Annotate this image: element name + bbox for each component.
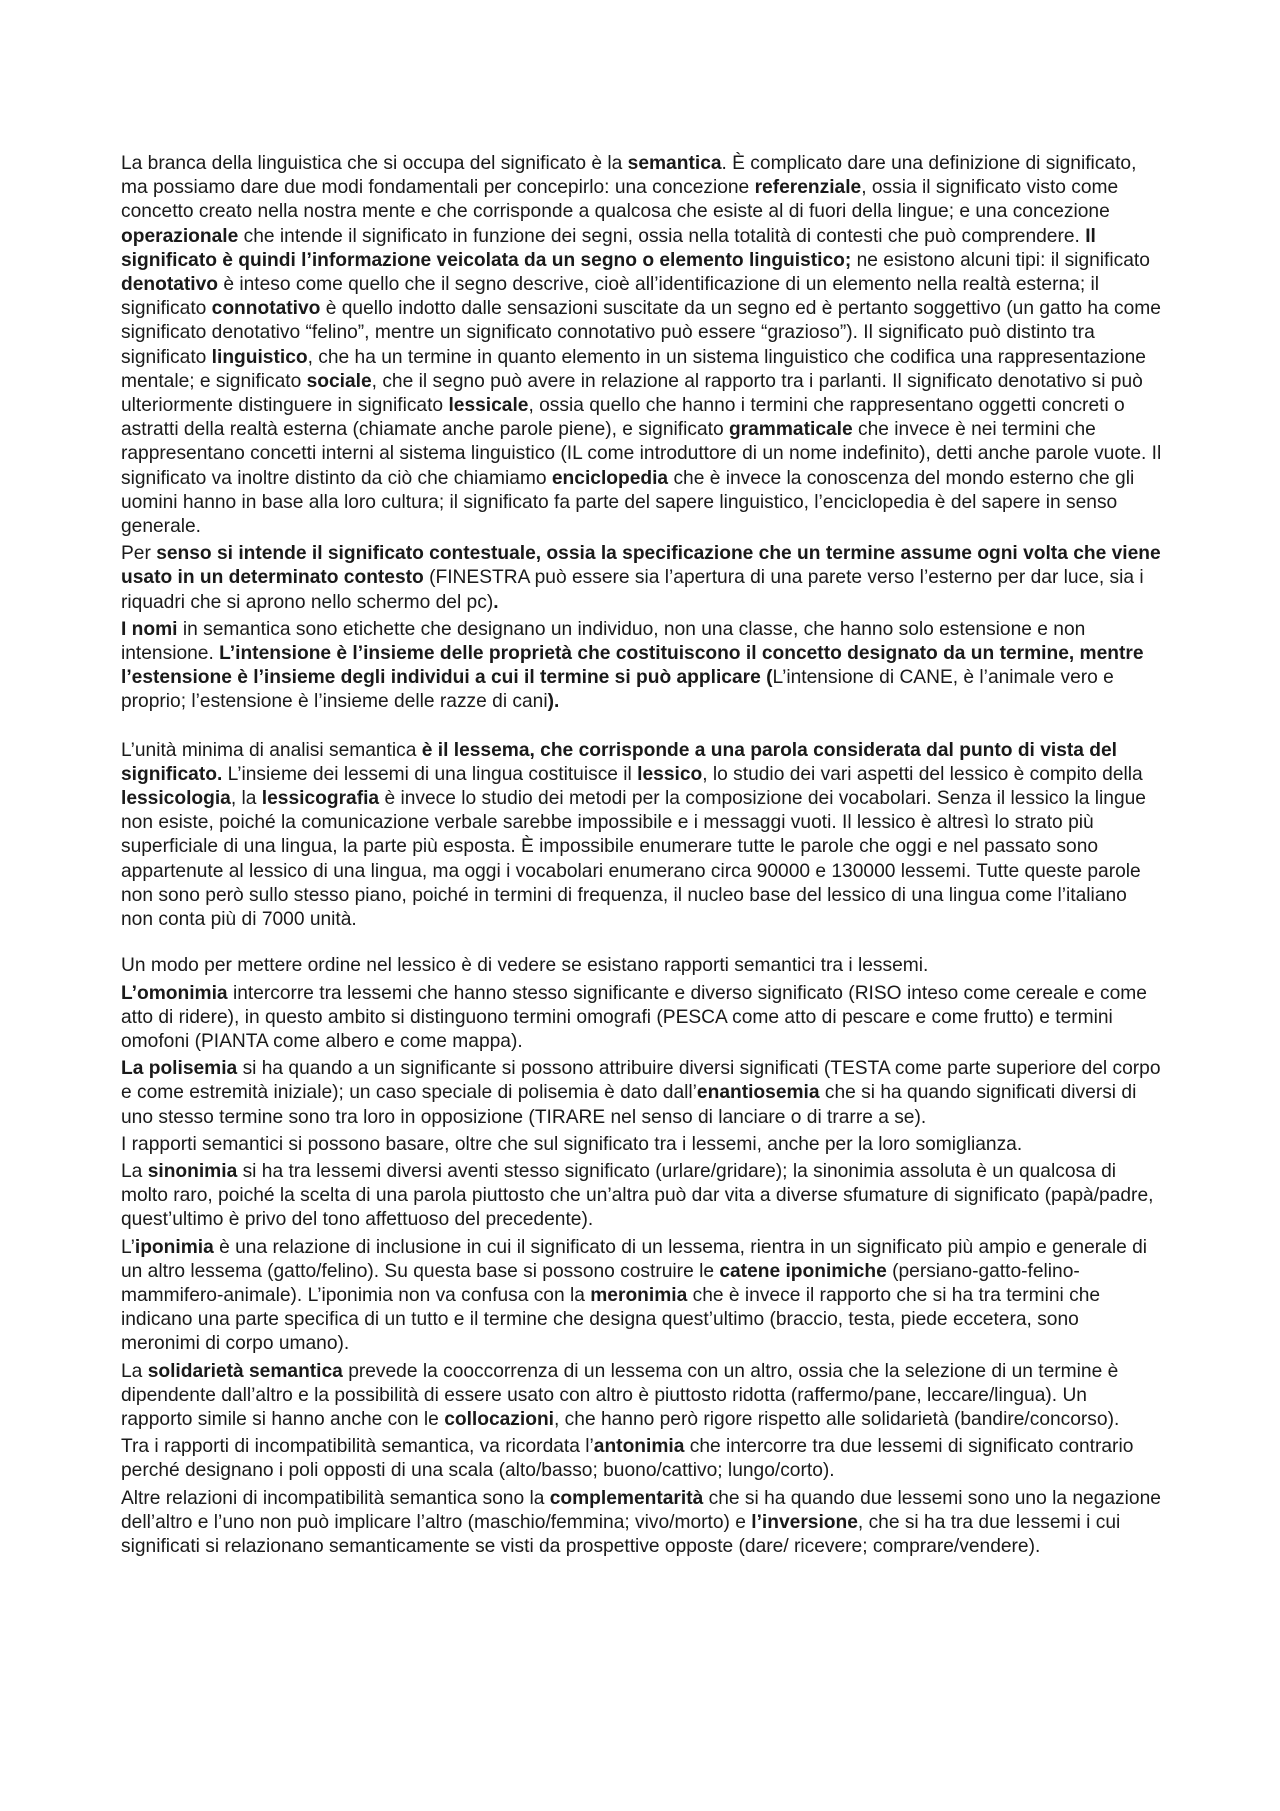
bold-text: lessicologia (121, 788, 231, 810)
bold-text: . (493, 591, 499, 613)
bold-text: meronimia (590, 1284, 688, 1306)
paragraph-omonimia (121, 982, 1163, 1055)
paragraph-sinonimia (121, 1160, 1163, 1233)
paragraph-senso (121, 542, 1163, 615)
text-run: La branca della linguistica che si occupa del significato è la (121, 153, 628, 174)
paragraph-polisemia (121, 1057, 1163, 1130)
text-run: Un modo per mettere ordine nel lessico è di vedere se esistano rapporti semantici tra i lessemi. (121, 955, 929, 977)
bold-text: antonimia (593, 1436, 685, 1458)
bold-text: l’inversione (751, 1511, 858, 1533)
text-run: si ha quando a un significante si possono attribuire diversi significati (TESTA come parte superiore del corpo e come estremità iniziale); un caso speciale di polisemia è dato dall’ (121, 1058, 1161, 1104)
bold-text: lessicografia (261, 788, 380, 810)
bold-text: Il significato è quindi l’informazione veicolata da un segno o elemento linguistico; (121, 225, 1096, 271)
text-run: che intercorre tra due lessemi di significato contrario perché designano i poli opposti di una scala (alto/basso; buono/cattivo; lungo/corto). (121, 1436, 1134, 1482)
text-run: che è invece il rapporto che si ha tra termini che indicano una parte specifica di un tutto e il termine che designa quest’ultimo (braccio, testa, piede eccetera, sono meronimi di corpo umano). (121, 1284, 1101, 1355)
text-run: , che hanno però rigore rispetto alle solidarietà (bandire/concorso). (554, 1408, 1120, 1430)
bold-text: senso si intende il significato contestuale, ossia la specificazione che un termine assume ogni volta che viene usato in un determinato contesto (121, 543, 1161, 589)
bold-text: operazionale (121, 225, 239, 247)
text-run: (FINESTRA può essere sia l’apertura di una parete verso l’esterno per dar luce, sia i riquadri che si aprono nello schermo del pc) (121, 567, 1144, 613)
paragraph-semantica (121, 152, 1163, 539)
text-run: . È complicato dare una definizione di significato, ma possiamo dare due modi fondamentali per concepirlo: una concezione (121, 153, 1137, 199)
paragraph-nomi (121, 618, 1163, 715)
text-run: , ossia il significato visto come concetto creato nella nostra mente e che corrisponde a qualcosa che esiste al di fuori della lingue; e una concezione (121, 177, 1119, 223)
bold-text: lessico (637, 763, 703, 785)
document-page (121, 152, 1163, 1562)
paragraph-complementarita (121, 1487, 1163, 1560)
bold-text: I nomi (121, 618, 178, 640)
bold-text: ). (547, 691, 560, 713)
bold-text: complementarità (549, 1487, 704, 1509)
text-run: che intende il significato in funzione dei segni, ossia nella totalità di contesti che può comprendere. (238, 225, 1086, 247)
paragraph-iponimia (121, 1236, 1163, 1357)
text-run: Per (121, 543, 157, 565)
bold-text: linguistico (211, 346, 308, 368)
bold-text: lessicale (448, 395, 529, 417)
text-run: L’insieme dei lessemi di una lingua costituisce il (222, 763, 638, 785)
text-run: è inteso come quello che il segno descrive, cioè all’identificazione di un elemento nella realtà esterna; il significato (121, 274, 1100, 320)
text-run: si ha tra lessemi diversi aventi stesso significato (urlare/gridare); la sinonimia assoluta è un qualcosa di molto raro, poiché la scelta di una parola piuttosto che un’altra può dar vita a diverse sfumature di significato (papà/padre, quest’ultimo è privo del tono affettuoso del precedente). (121, 1160, 1154, 1231)
text-run: La (121, 1160, 148, 1182)
text-run: , che il segno può avere in relazione al rapporto tra i parlanti. Il significato denotativo si può ulteriormente distinguere in significato (121, 370, 1143, 417)
bold-text: enantiosemia (696, 1082, 820, 1104)
bold-text: semantica (627, 153, 722, 174)
bold-text: collocazioni (444, 1408, 555, 1430)
text-run: che è invece la conoscenza del mondo esterno che gli uomini hanno in base alla loro cultura; il significato fa parte del sapere linguistico, l’enciclopedia è del sapere in senso generale. (121, 467, 1135, 538)
text-run: è una relazione di inclusione in cui il significato di un lessema, rientra in un significato più ampio e generale di un altro lessema (gatto/felino). Su questa base si possono costruire le (121, 1236, 1148, 1282)
bold-text: ( (766, 667, 773, 689)
text-run: ne esistono alcuni tipi: il significato (851, 249, 1150, 271)
bold-text: solidarietà semantica (147, 1360, 343, 1382)
bold-text: L’intensione è l’insieme delle proprietà che costituiscono il concetto designato da un termine, mentre l’estensione è l’insieme degli individui a cui il termine si può applicare (121, 643, 1144, 689)
bold-text: connotativo (211, 298, 321, 320)
paragraph-antonimia (121, 1435, 1163, 1483)
text-run: in semantica sono etichette che designano un individuo, non una classe, che hanno solo estensione e non intensione. (121, 618, 1086, 665)
text-run: che si ha quando significati diversi di uno stesso termine sono tra loro in opposizione (TIRARE nel senso di lanciare o di trarre a se). (121, 1082, 1137, 1128)
text-run: , lo studio dei vari aspetti del lessico è compito della (702, 763, 1143, 785)
text-run: , la (230, 788, 262, 810)
text-run: è quello indotto dalle sensazioni suscitate da un segno ed è pertanto soggettivo (un gatto ha come significato denotativo “felino”, mentre un significato connotativo può essere “grazioso”). Il significato può distinto tra significato (121, 298, 1161, 368)
text-run: L’ (121, 1236, 135, 1258)
paragraph-rapporti-intro (121, 954, 1163, 978)
text-run: prevede la cooccorrenza di un lessema con un altro, ossia che la selezione di un termine è dipendente dall’altro e la possibilità di essere usato con altro è piuttosto ridotta (raffermo/pane, leccare/lingua). Un rapporto simile si hanno anche con le (121, 1360, 1119, 1430)
text-run: La (121, 1360, 148, 1382)
text-run: che invece è nei termini che rappresentano concetti interni al sistema linguistico (IL come introduttore di un nome indefinito), detti anche parole vuote. Il significato va inoltre distinto da ciò che chiamiamo (121, 419, 1162, 489)
bold-text: catene iponimiche (719, 1260, 887, 1282)
text-run: è invece lo studio dei metodi per la composizione dei vocabolari. Senza il lessico la lingue non esiste, poiché la comunicazione verbale sarebbe impossibile e i messaggi vuoti. Il lessico è altresì lo strato più superficiale di una lingua, la parte più esposta. È impossibile enumerare tutte le parole che oggi e nel passato sono appartenute al lessico di una lingua, ma oggi i vocabolari enumerano circa 90000 e 130000 lessemi. Tutte queste parole non sono però sullo stesso piano, poiché in termini di frequenza, il nucleo base del lessico di una lingua come l’italiano non conta più di 7000 unità. (121, 788, 1146, 931)
paragraph-solidarieta (121, 1360, 1163, 1433)
bold-text: iponimia (134, 1236, 214, 1258)
text-run: Altre relazioni di incompatibilità semantica sono la (121, 1487, 550, 1509)
bold-text: è il lessema, che corrisponde a una parola considerata dal punto di vista del significato. (121, 739, 1117, 785)
bold-text: sociale (306, 370, 372, 392)
text-run: I rapporti semantici si possono basare, oltre che sul significato tra i lessemi, anche per la loro somiglianza. (121, 1133, 1023, 1155)
paragraph-somiglianza (121, 1133, 1163, 1157)
text-run: (persiano-gatto-felino-mammifero-animale). L’iponimia non va confusa con la (121, 1260, 1080, 1306)
paragraph-lessema (121, 739, 1163, 933)
text-run: Tra i rapporti di incompatibilità semantica, va ricordata l’ (121, 1436, 594, 1458)
text-run: , ossia quello che hanno i termini che rappresentano oggetti concreti o astratti della realtà esterna (chiamate anche parole piene), e significato (121, 395, 1125, 441)
bold-text: L’omonimia (121, 982, 228, 1004)
bold-text: La polisemia (121, 1058, 238, 1080)
bold-text: enciclopedia (551, 467, 669, 489)
text-run: L’intensione di CANE, è l’animale vero e proprio; l’estensione è l’insieme delle razze di cani (121, 667, 1114, 713)
bold-text: denotativo (121, 274, 219, 296)
bold-text: grammaticale (728, 419, 853, 441)
text-run: , che ha un termine in quanto elemento in un sistema linguistico che codifica una rappresentazione mentale; e significato (121, 346, 1146, 392)
bold-text: sinonimia (147, 1160, 238, 1182)
text-run: L’unità minima di analisi semantica (121, 739, 422, 761)
text-run: che si ha quando due lessemi sono uno la negazione dell’altro e l’uno non può implicare l’altro (maschio/femmina; vivo/morto) e (121, 1487, 1161, 1533)
text-run: , che si ha tra due lessemi i cui significati si relazionano semanticamente se visti da prospettive opposte (dare/ ricevere; comprare/vendere). (121, 1511, 1121, 1557)
bold-text: referenziale (754, 177, 862, 199)
text-run: intercorre tra lessemi che hanno stesso significante e diverso significato (RISO inteso come cereale e come atto di ridere), in questo ambito si distinguono termini omografi (PESCA come atto di pescare e come frutto) e termini omofoni (PIANTA come albero e come mappa). (121, 982, 1147, 1052)
